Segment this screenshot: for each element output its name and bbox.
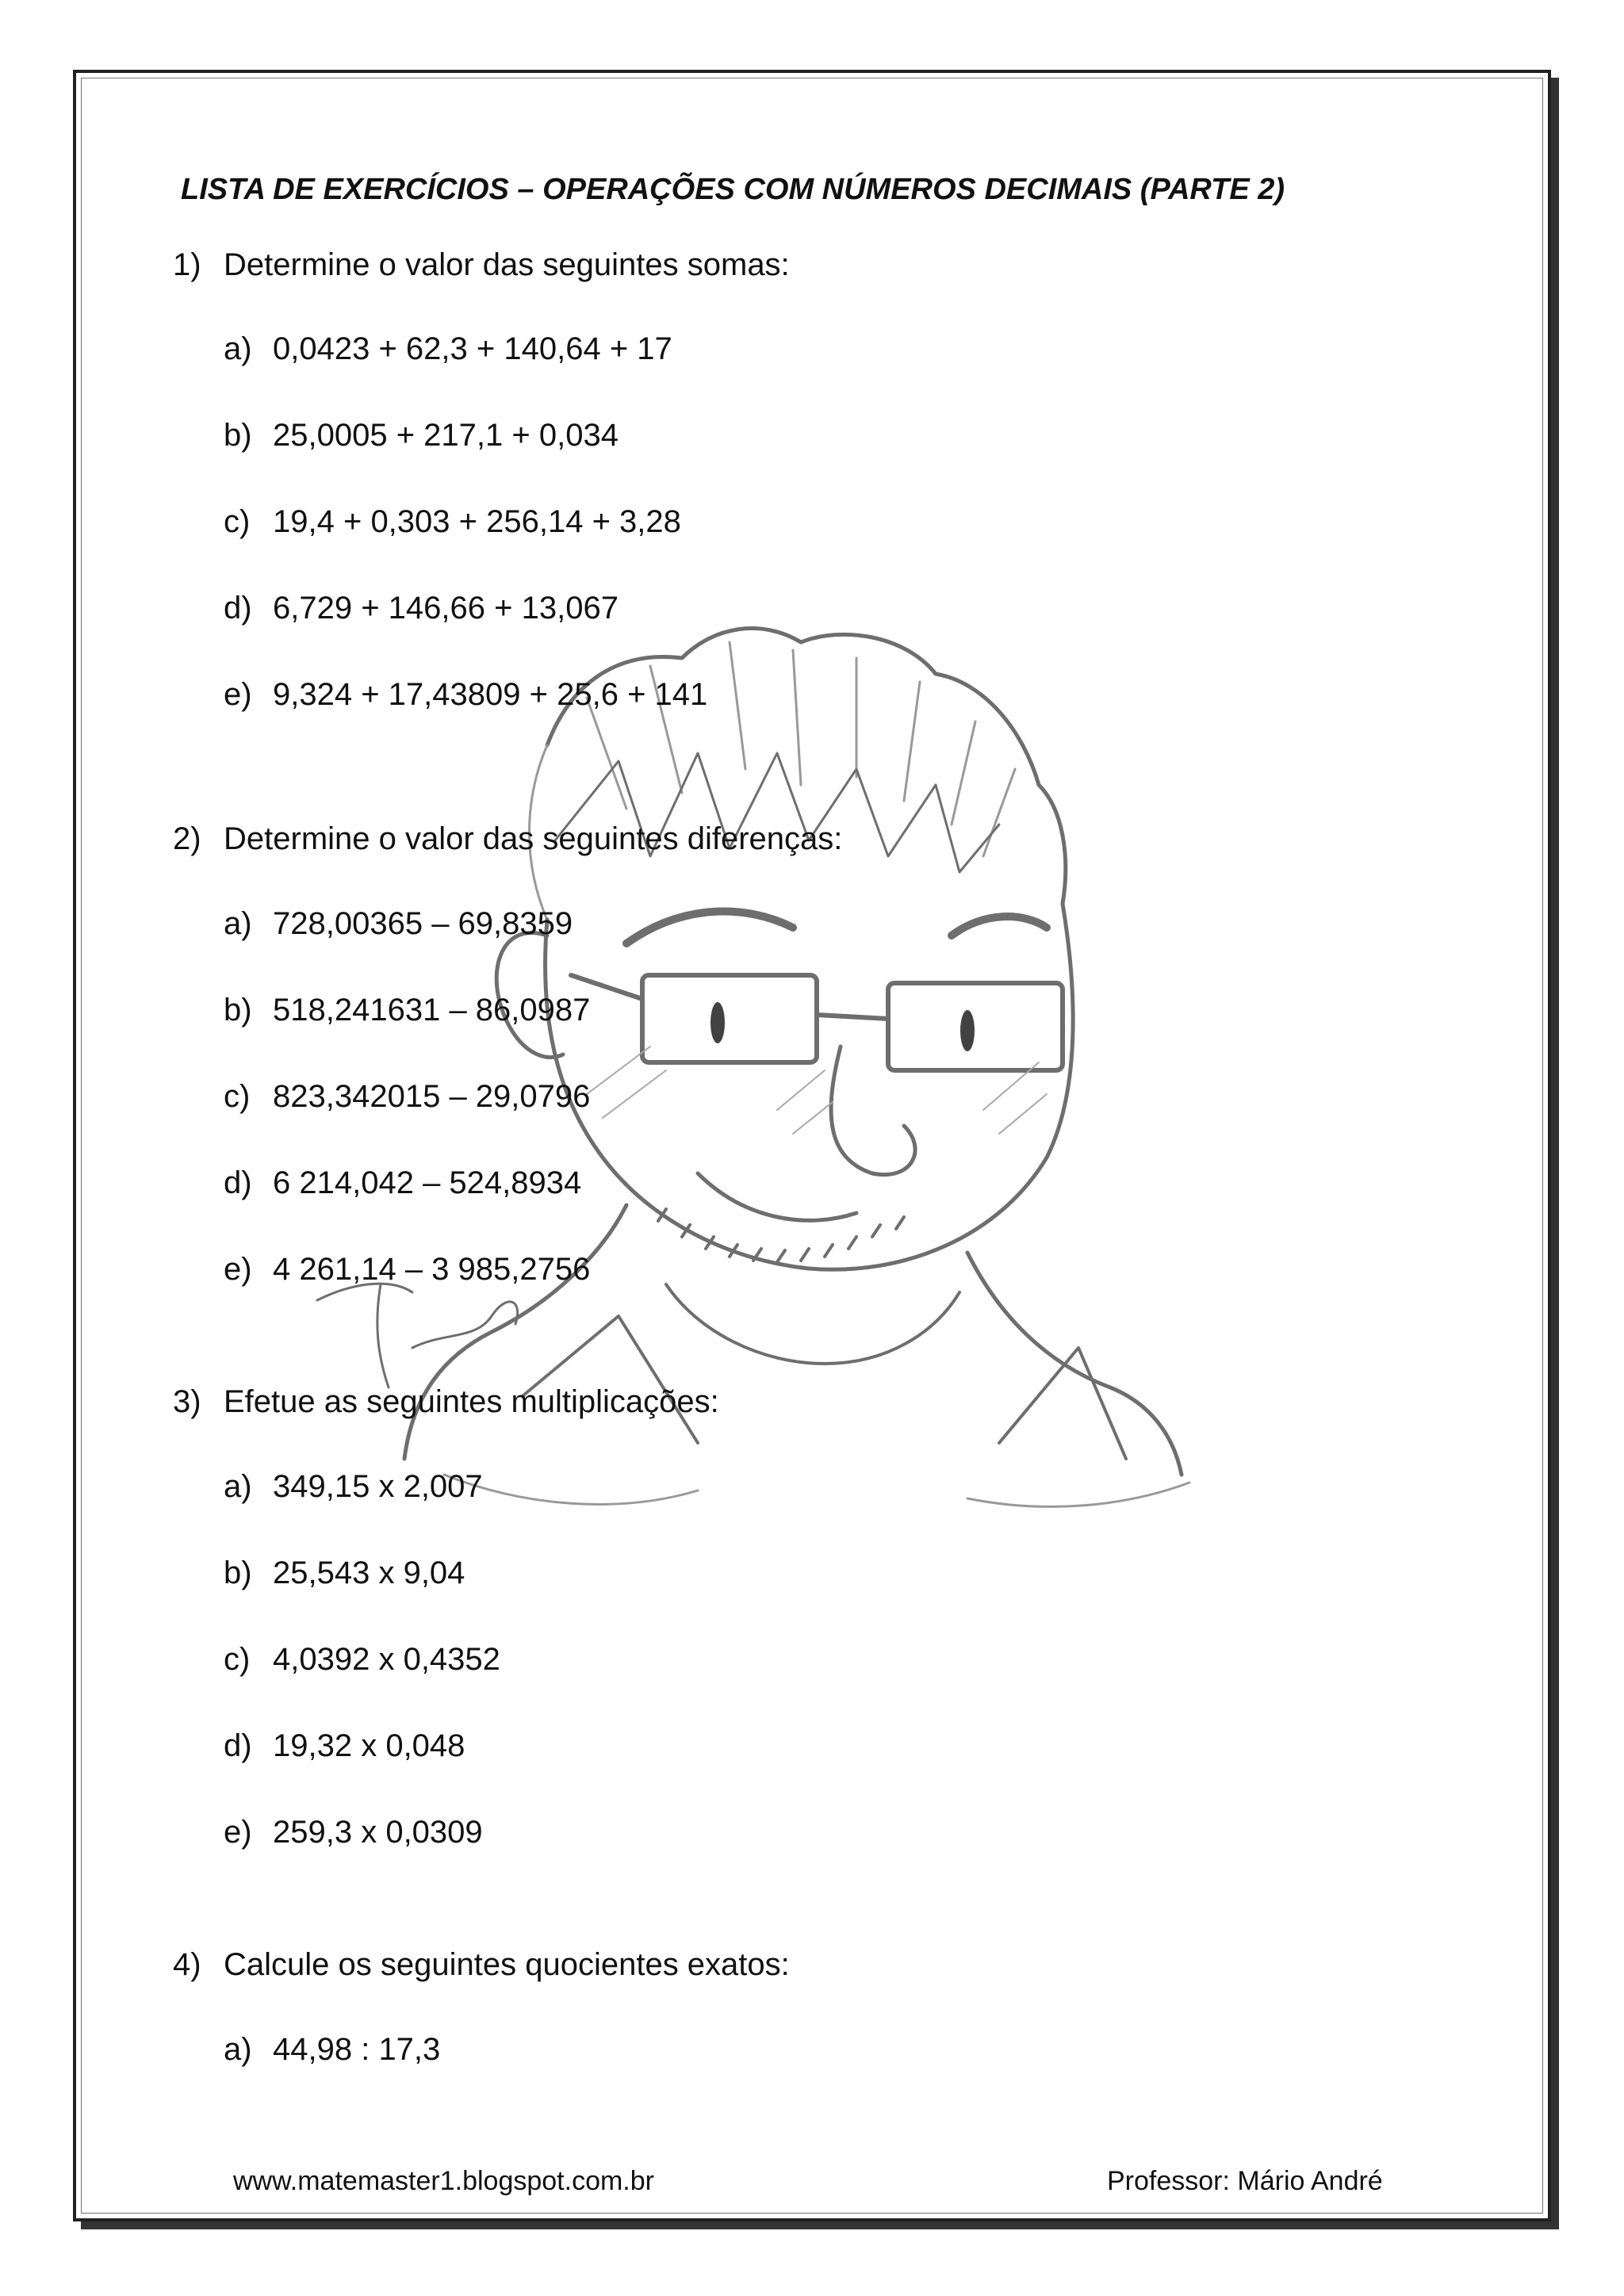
item-expression: 19,4 + 0,303 + 256,14 + 3,28	[273, 504, 681, 539]
exercise-item	[224, 1642, 500, 1678]
footer-author: Professor: Mário André	[1107, 2166, 1383, 2196]
question-text: Efetue as seguintes multiplicações:	[224, 1384, 719, 1419]
item-expression: 518,241631 – 86,0987	[273, 993, 591, 1027]
item-expression: 823,342015 – 29,0796	[273, 1079, 591, 1114]
worksheet-title: LISTA DE EXERCÍCIOS – OPERAÇÕES COM NÚMEROS DECIMAIS (PARTE 2)	[181, 173, 1285, 206]
item-expression: 19,32 x 0,048	[273, 1728, 465, 1763]
item-expression: 4 261,14 – 3 985,2756	[273, 1252, 591, 1287]
item-letter: a)	[224, 1469, 252, 1504]
exercise-item	[224, 591, 619, 626]
question-number: 3)	[173, 1384, 201, 1419]
item-expression: 259,3 x 0,0309	[273, 1815, 483, 1850]
exercise-item	[224, 1165, 581, 1201]
item-expression: 25,543 x 9,04	[273, 1556, 465, 1590]
item-expression: 44,98 : 17,3	[273, 2032, 441, 2067]
exercise-item	[224, 331, 672, 367]
exercise-item	[224, 1815, 483, 1850]
exercise-item	[224, 677, 707, 713]
question-3	[173, 1384, 719, 1420]
item-letter: e)	[224, 1815, 252, 1850]
item-expression: 0,0423 + 62,3 + 140,64 + 17	[273, 331, 672, 366]
item-letter: b)	[224, 418, 252, 453]
exercise-item	[224, 906, 573, 942]
exercise-item	[224, 418, 619, 453]
question-text: Calcule os seguintes quocientes exatos:	[224, 1947, 790, 1982]
exercise-item	[224, 2032, 440, 2068]
item-letter: e)	[224, 1252, 252, 1287]
question-1	[173, 247, 790, 283]
question-number: 1)	[173, 247, 201, 282]
item-expression: 728,00365 – 69,8359	[273, 906, 573, 941]
question-number: 2)	[173, 821, 201, 856]
item-expression: 9,324 + 17,43809 + 25,6 + 141	[273, 677, 708, 712]
exercise-item	[224, 1079, 590, 1115]
item-letter: e)	[224, 677, 252, 712]
item-letter: c)	[224, 1079, 251, 1114]
exercise-item	[224, 1469, 483, 1505]
item-letter: d)	[224, 1165, 252, 1200]
exercise-item	[224, 504, 681, 540]
item-letter: b)	[224, 1556, 252, 1590]
item-letter: b)	[224, 993, 252, 1027]
question-2	[173, 821, 842, 857]
item-expression: 349,15 x 2,007	[273, 1469, 483, 1504]
footer-website-link[interactable]: www.matemaster1.blogspot.com.br	[233, 2166, 654, 2196]
item-letter: a)	[224, 2032, 252, 2067]
item-expression: 4,0392 x 0,4352	[273, 1642, 500, 1677]
question-text: Determine o valor das seguintes diferenças:	[224, 821, 843, 856]
item-letter: d)	[224, 1728, 252, 1763]
item-expression: 6,729 + 146,66 + 13,067	[273, 591, 619, 626]
exercise-item	[224, 1252, 590, 1288]
item-letter: c)	[224, 1642, 251, 1677]
item-letter: a)	[224, 331, 252, 366]
item-letter: a)	[224, 906, 252, 941]
exercise-item	[224, 1728, 465, 1764]
exercise-item	[224, 993, 590, 1028]
question-4	[173, 1947, 790, 1983]
question-text: Determine o valor das seguintes somas:	[224, 247, 790, 282]
item-letter: c)	[224, 504, 251, 539]
item-letter: d)	[224, 591, 252, 626]
exercise-item	[224, 1556, 465, 1591]
question-number: 4)	[173, 1947, 201, 1982]
item-expression: 25,0005 + 217,1 + 0,034	[273, 418, 619, 453]
item-expression: 6 214,042 – 524,8934	[273, 1165, 582, 1200]
